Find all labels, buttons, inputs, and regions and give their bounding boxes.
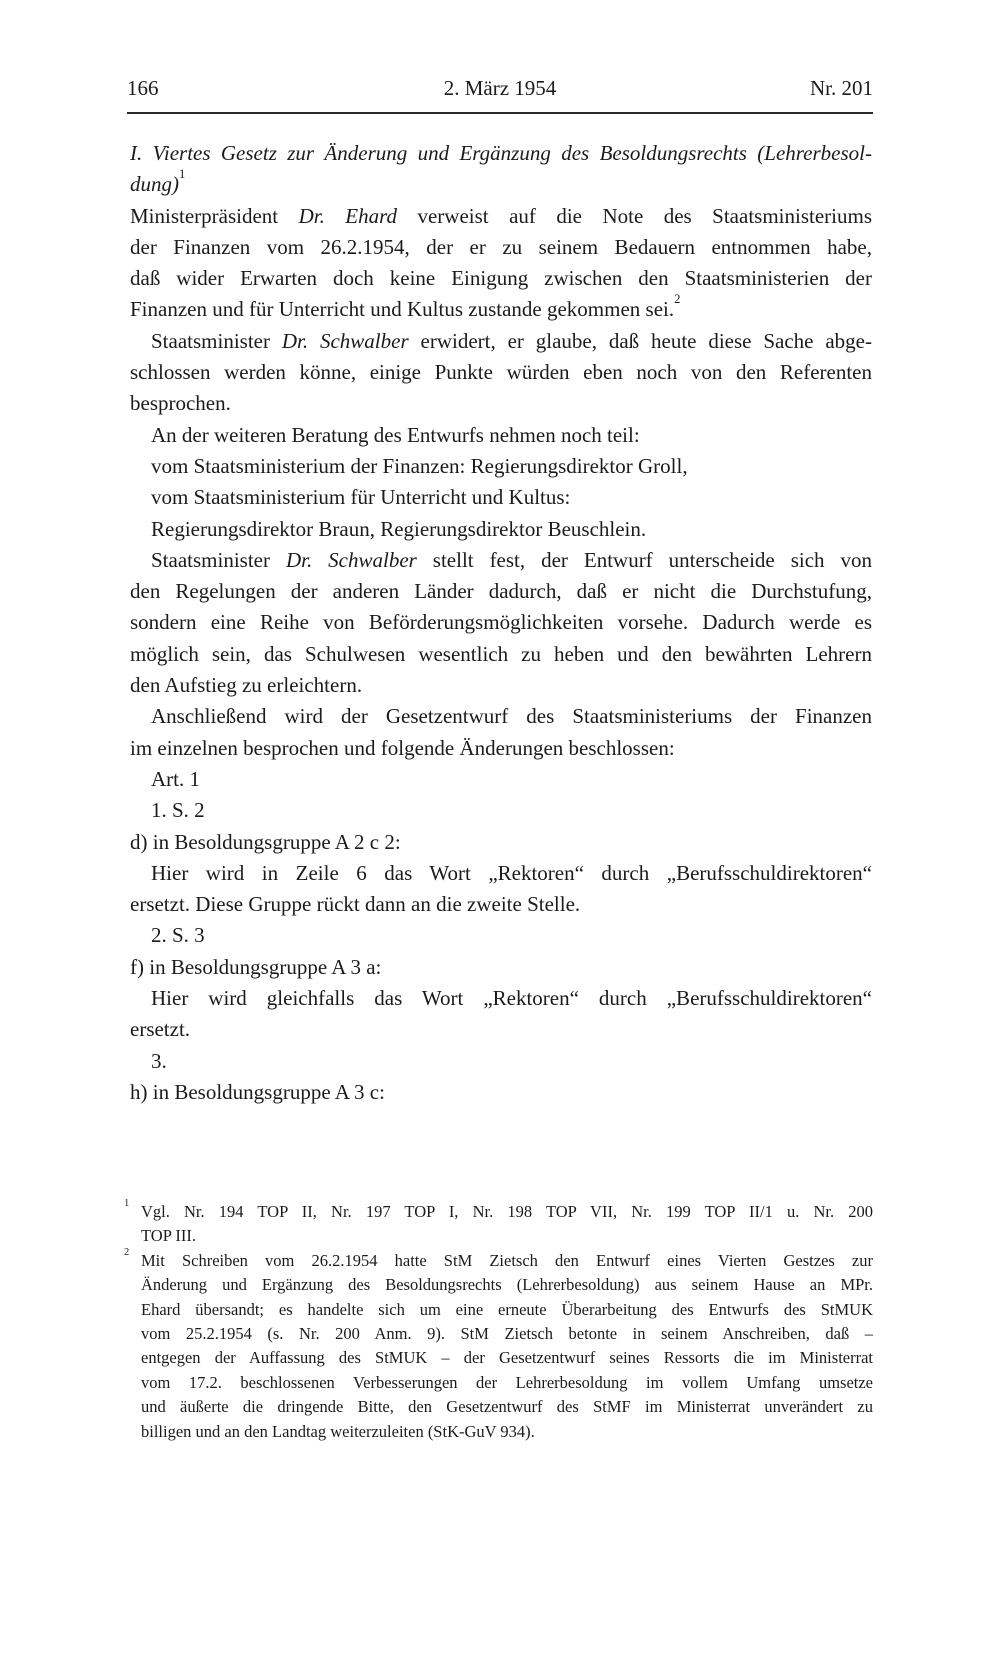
footnote-line: Ehard übersandt; es handelte sich um eine erneute Überarbeitung des Entwurfs des StMUK [141,1299,873,1319]
body-line: d) in Besoldungsgruppe A 2 c 2: [130,829,401,854]
body-line: Staatsminister Dr. Schwalber stellt fest, der Entwurf unterscheide sich von [151,547,872,572]
body-line: 2. S. 3 [151,923,205,948]
footnote-line: entgegen der Auffassung des StMUK – der Gesetzentwurf seines Ressorts die im Ministerrat [141,1348,873,1368]
body-line: der Finanzen vom 26.2.1954, der er zu seinem Bedauern entnommen habe, [130,234,872,259]
footnote-line: und äußerte die dringende Bitte, den Gesetzentwurf des StMF im Ministerrat unverändert zu [141,1397,873,1417]
body-line: Ministerpräsident Dr. Ehard verweist auf die Note des Staatsministeriums [130,203,872,228]
body-line: daß wider Erwarten doch keine Einigung zwischen den Staatsministerien der [130,266,872,291]
page-number: 166 [127,76,159,100]
body-line: vom Staatsministerium für Unterricht und Kultus: [151,485,571,510]
body-line: den Aufstieg zu erleichtern. [130,673,363,698]
footnote: $^1$ Vgl. Nr. 194 TOP II, Nr. 197 TOP I, Nr. 198 TOP VII, Nr. 199 TOP II/1 u. Nr. 200 TOP III. [124,1200,873,1249]
footnote-text [141,1200,873,1249]
body-line: den Regelungen der anderen Länder dadurch, daß er nicht die Durchstufung, [130,579,872,604]
footnote-line: TOP III. [141,1226,196,1246]
header-rule [127,112,873,114]
body-line: dung)$^1$ [130,166,186,197]
page-header [127,76,873,101]
body-line: sondern eine Reihe von Beförderungsmöglichkeiten vorsehe. Dadurch werde es [130,610,872,635]
body-line: f) in Besoldungsgruppe A 3 a: [130,954,382,979]
body-line: h) in Besoldungsgruppe A 3 c: [130,1079,385,1104]
footnote-line: Änderung und Ergänzung des Besoldungsrechts (Lehrerbesoldung) aus seinem Hause an MPr. [141,1275,873,1295]
footnote-line: vom 17.2. beschlossenen Verbesserungen der Lehrerbesoldung im vollem Umfang umsetze [141,1372,873,1392]
body-lines [130,138,872,1108]
body-line: 1. S. 2 [151,798,205,823]
body-line: vom Staatsministerium der Finanzen: Regierungsdirektor Groll, [151,453,688,478]
body-line: I. Viertes Gesetz zur Änderung und Ergänzung des Besoldungsrechts (Lehrerbesol- [130,141,872,165]
footnote-line: vom 25.2.1954 (s. Nr. 200 Anm. 9). StM Zietsch betonte in seinem Anschreiben, daß – [141,1323,873,1343]
footnote-line: Vgl. Nr. 194 TOP II, Nr. 197 TOP I, Nr. 198 TOP VII, Nr. 199 TOP II/1 u. Nr. 200 [141,1202,873,1221]
body-line: Hier wird gleichfalls das Wort „Rektoren“ durch „Berufsschuldirektoren“ [151,986,872,1011]
footnote-reference: 1 [179,166,186,181]
body-line: An der weiteren Beratung des Entwurfs nehmen noch teil: [151,422,640,447]
body-line: 3. [151,1048,167,1073]
document-number: Nr. 201 [810,76,873,100]
body-line: Anschließend wird der Gesetzentwurf des Staatsministeriums der Finanzen [151,704,872,729]
body-line: Regierungsdirektor Braun, Regierungsdirektor Beuschlein. [151,516,647,541]
body-line: besprochen. [130,391,231,416]
footnote-reference: 2 [674,291,681,306]
footnote: $^2$ Mit Schreiben vom 26.2.1954 hatte StM Zietsch den Entwurf eines Vierten Gestzes zur Änderung und Ergänzung des Besoldungsrechts (Lehrerbesoldung) aus seinem Hause an MPr. Ehard übersandt; es handelte sich um eine erneute Überarbeitung des Entwurfs des StMUK vom 25.2.1954 (s. Nr. 200 Anm. 9). StM Zietsch betonte in seinem Anschreiben, daß – entgegen der Auffassung des StMUK – der Gesetzentwurf seines Ressorts die im Ministerrat vom 17.2. beschlossenen Verbesserungen der Lehrerbesoldung im vollem Umfang umsetze und äußerte die dringende Bitte, den Gesetzentwurf des StMF im Ministerrat unverändert zu billigen und an den Landtag weiterzuleiten (StK-GuV 934). [124,1249,873,1444]
body-line: im einzelnen besprochen und folgende Änderungen beschlossen: [130,735,675,760]
body-line: Art. 1 [151,766,200,791]
body-line: ersetzt. [130,1017,191,1042]
body-line: schlossen werden könne, einige Punkte würden eben noch von den Referenten [130,360,872,385]
body-line: Hier wird in Zeile 6 das Wort „Rektoren“ durch „Berufsschuldirektoren“ [151,860,872,885]
footnote-line: billigen und an den Landtag weiterzuleiten (StK-GuV 934). [141,1421,535,1441]
footnotes [124,1200,873,1444]
body-line: ersetzt. Diese Gruppe rückt dann an die zweite Stelle. [130,892,581,917]
footnote-text [141,1249,873,1444]
body-line: Finanzen und für Unterricht und Kultus zustande gekommen sei.$^2$ [130,291,681,322]
footnote-line: Mit Schreiben vom 26.2.1954 hatte StM Zietsch den Entwurf eines Vierten Gestzes zur [141,1250,873,1270]
body-line: Staatsminister Dr. Schwalber erwidert, er glaube, daß heute diese Sache abge- [151,328,872,353]
body-line: möglich sein, das Schulwesen wesentlich zu heben und den bewährten Lehrern [130,641,872,666]
header-date: 2. März 1954 [443,76,557,100]
